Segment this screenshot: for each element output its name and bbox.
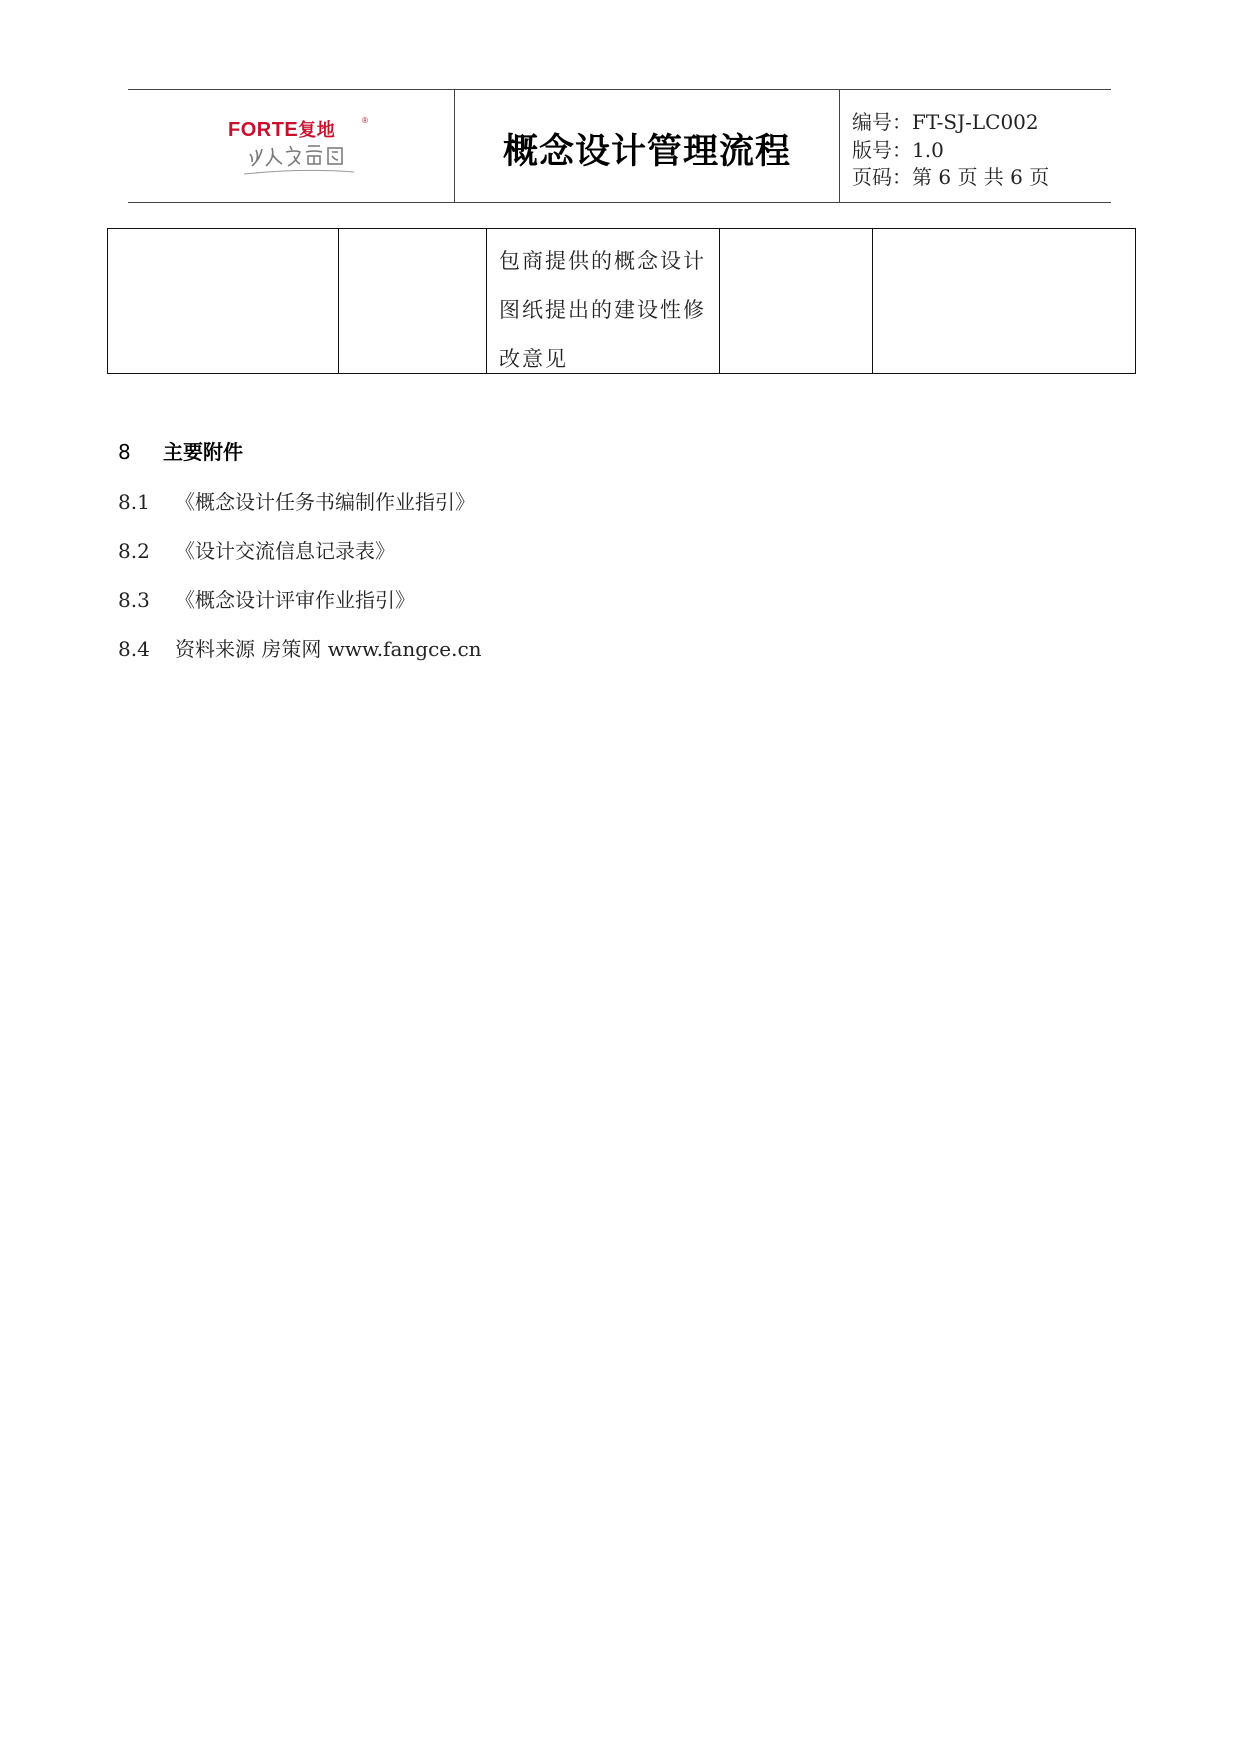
process-table bbox=[107, 228, 1136, 374]
table-cell bbox=[487, 229, 720, 373]
section-heading bbox=[118, 436, 243, 465]
document-header bbox=[128, 89, 1111, 203]
item-number: 8.2 bbox=[118, 539, 150, 563]
page-number: 页码：第 6 页 共 6 页 bbox=[852, 165, 1050, 189]
list-item bbox=[118, 584, 415, 613]
registered-mark: ® bbox=[362, 116, 368, 125]
logo-cell bbox=[128, 90, 455, 202]
item-number: 8.4 bbox=[118, 637, 150, 661]
list-item bbox=[118, 535, 395, 564]
table-cell bbox=[720, 229, 873, 373]
slogan-signature-icon bbox=[244, 140, 374, 180]
logo-wordmark: FORTE复地 bbox=[228, 119, 336, 141]
item-text: 资料来源 房策网 www.fangce.cn bbox=[175, 637, 482, 661]
section-title: 主要附件 bbox=[163, 440, 243, 464]
list-item bbox=[118, 633, 482, 662]
table-cell bbox=[873, 229, 1135, 373]
table-cell bbox=[339, 229, 487, 373]
company-logo bbox=[228, 116, 368, 182]
item-number: 8.1 bbox=[118, 490, 150, 514]
list-item bbox=[118, 486, 475, 515]
title-cell bbox=[455, 90, 840, 202]
document-code: 编号：FT-SJ-LC002 bbox=[852, 110, 1039, 134]
document-title: 概念设计管理流程 bbox=[502, 132, 791, 172]
item-number: 8.3 bbox=[118, 588, 150, 612]
item-text: 《概念设计评审作业指引》 bbox=[175, 588, 415, 612]
document-version: 版号：1.0 bbox=[852, 138, 944, 162]
meta-cell bbox=[840, 90, 1111, 202]
item-text: 《设计交流信息记录表》 bbox=[175, 539, 395, 563]
table-cell-text: 包商提供的概念设计图纸提出的建设性修改意见 bbox=[499, 249, 706, 371]
item-text: 《概念设计任务书编制作业指引》 bbox=[175, 490, 475, 514]
section-number: 8 bbox=[118, 440, 131, 464]
table-cell bbox=[108, 229, 339, 373]
